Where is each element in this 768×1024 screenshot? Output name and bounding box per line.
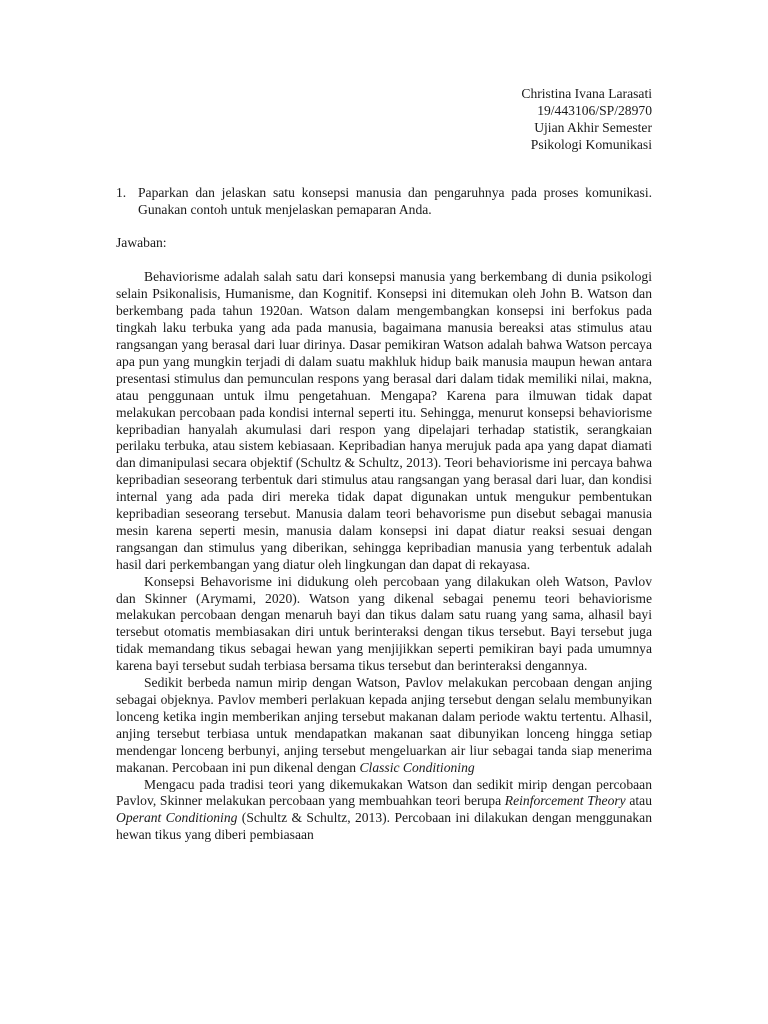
author-name: Christina Ivana Larasati	[521, 86, 652, 101]
reinforcement-theory-term: Reinforcement Theory	[504, 793, 626, 809]
answer-paragraph-1: Behaviorisme adalah salah satu dari konsepsi manusia yang berkembang di dunia psikologi selain Psikonalisis, Humanisme, dan Kognitif. Konsepsi ini ditemukan oleh John B. Watson dan berkembang pada tahun 1920an. Watson dalam mengembangkan konsepsi ini berfokus pada tingkah laku terbuka yang ada pada manusia, bagaimana manusia bereaksi atas stimulus atau rangsangan yang berasal dari luar dirinya. Dasar pemikiran Watson adalah bahwa Watson percaya apa pun yang mungkin terjadi di dalam suatu makhluk hidup baik manusia maupun hewan antara presentasi stimulus dan pemunculan respons yang berasal dari dalam tidak memiliki nilai, makna, atau penggunaan untuk ilmu pengetahuan. Mengapa? Karena para ilmuwan tidak dapat melakukan percobaan pada kondisi internal seperti itu. Sehingga, menurut konsepsi behaviorisme kepribadian hanyalah akumulasi dari respon yang dipelajari terhadap statistik, serangkaian perilaku terbuka, atau sistem kebiasaan. Kepribadian hanya merujuk pada apa yang dapat diamati dan dimanipulasi secara objektif (Schultz & Schultz, 2013). Teori behaviorisme ini percaya bahwa kepribadian seseorang terbentuk dari stimulus atau rangsangan yang berasal dari luar, dan kondisi internal yang ada pada diri mereka tidak dapat digunakan untuk mengukur pembentukan kepribadian seseorang tersebut. Manusia dalam teori behavorisme pun disebut sebagai manusia mesin karena seperti mesin, manusia dalam konsepsi ini dapat diatur reaksi sesuai dengan rangsangan dan stimulus yang diberikan, sehingga kepribadian manusia yang terbentuk adalah hasil dari perkembangan yang diatur oleh lingkungan dan dapat di rekayasa.	[116, 269, 652, 572]
answer-paragraph-3	[116, 675, 652, 776]
paragraph-4-text-end: (Schultz & Schultz, 2013). Percobaan ini dilakukan dengan menggunakan hewan tikus yang diberi pembiasaan	[116, 810, 652, 843]
exam-title: Ujian Akhir Semester	[534, 119, 652, 135]
answer-paragraph-2: Konsepsi Behavorisme ini didukung oleh percobaan yang dilakukan oleh Watson, Pavlov dan Skinner (Arymami, 2020). Watson yang dikenal sebagai penemu teori behaviorisme melakukan percobaan dengan menaruh bayi dan tikus dalam satu ruang yang sama, alhasil bayi tersebut otomatis membiasakan diri untuk berinteraksi dengan tikus tersebut. Bayi tersebut juga tidak memandang tikus sebagai hewan yang menjijikkan seperti pemikiran bayi pada umumnya karena bayi tersebut sudah terbiasa bersama tikus tersebut dan berinteraksi dengannya.	[116, 573, 652, 674]
question-number: 1.	[116, 184, 127, 200]
classic-conditioning-term: Classic Conditioning	[359, 759, 475, 775]
course-name: Psikologi Komunikasi	[530, 136, 652, 152]
author-header	[116, 86, 652, 154]
question-1	[116, 185, 652, 219]
paragraph-4-text-mid: atau	[625, 793, 652, 809]
paragraph-4-text-start: Mengacu pada tradisi teori yang dikemukakan Watson dan sedikit mirip dengan percobaan Pavlov, Skinner melakukan percobaan yang membuahkan teori berupa	[116, 776, 652, 809]
answer-paragraph-4	[116, 777, 652, 845]
answer-label: Jawaban:	[116, 235, 167, 251]
paragraph-3-text: Sedikit berbeda namun mirip dengan Watson, Pavlov melakukan percobaan dengan anjing sebagai objeknya. Pavlov memberi perlakuan kepada anjing tersebut dengan selalu membunyikan lonceng ketika ingin memberikan anjing tersebut makanan dalam periode waktu tertentu. Alhasil, anjing tersebut terbiasa untuk mendapatkan makanan saat dibunyikan lonceng hingga setiap mendengar lonceng berbunyi, anjing tersebut mengeluarkan air liur sebagai tanda siap menerima makanan. Percobaan ini pun dikenal dengan	[116, 675, 652, 775]
question-text: Paparkan dan jelaskan satu konsepsi manusia dan pengaruhnya pada proses komunikasi. Gunakan contoh untuk menjelaskan pemaparan Anda.	[138, 184, 652, 217]
operant-conditioning-term: Operant Conditioning	[116, 810, 238, 826]
student-id: 19/443106/SP/28970	[537, 102, 652, 118]
